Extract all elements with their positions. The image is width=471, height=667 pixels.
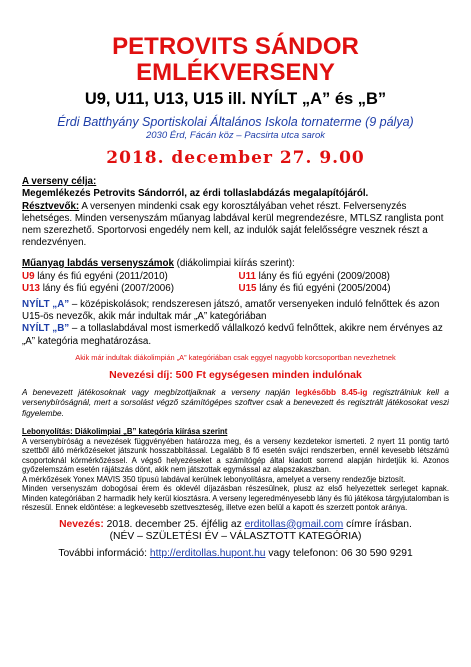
nyilt-a-paragraph: NYÍLT „A” – középiskolások; rendszeresen játszó, amatőr versenyeken induló felnőttek és azon U15-ös nevezők, akik már indultak már „A” kategóriában bbox=[22, 298, 440, 322]
registration-deadline: legkésőbb 8.45-ig bbox=[295, 387, 368, 397]
rules-paragraph-2: A mérkőzések Yonex MAVIS 350 típusú labdával kerülnek lebonyolításra, amelyet a verseny rendezője biztosít. bbox=[22, 474, 406, 484]
category-u15: U15 lány és fiú egyéni (2005/2004) bbox=[238, 283, 391, 295]
title-line-2: EMLÉKVERSENY bbox=[136, 59, 335, 86]
title-line-1: PETROVITS SÁNDOR bbox=[112, 33, 359, 60]
nyilt-b-paragraph: NYÍLT „B” – a tollaslabdával most ismerkedő vállalkozó kedvű felnőttek, akikre nem érvényes az „A” kategória meghatározása. bbox=[22, 323, 443, 347]
events-heading: Műanyag labdás versenyszámok bbox=[22, 257, 174, 269]
rules-paragraph-3: Minden versenyszám dobogósai érem és oklevél díjazásban részesülnek, plusz az első helyezettek serleget kapnak. Minden kategóriában 2 harmadik hely kerül kiosztásra. A verseny legeredményesebb lány és fiú játékosa tárgyjutalomban is részesül. Ennek eldöntése: a legkevesebb szettveszteség, illetve ezen belül a kapott és szerzett pontok aránya. bbox=[22, 484, 449, 513]
nyilt-a-label: NYÍLT „A” bbox=[22, 298, 70, 310]
events-heading-line bbox=[22, 258, 449, 270]
about-heading: A verseny célja: bbox=[22, 176, 97, 187]
registration-paragraph: A benevezett játékosoknak vagy megbízottjaiknak a verseny napján legkésőbb 8.45-ig regisztrálniuk kell a versenybíróságnál, mert a sorsolást végző számítógépes szoftver csak a benevezett és regisztrált játékosokat veszi figyelembe. bbox=[22, 387, 449, 418]
age-group-note: Akik már indultak diákolimpián „A” kategóriában csak eggyel nagyobb korcsoportban nevezhetnek bbox=[75, 352, 396, 362]
about-section bbox=[22, 176, 449, 250]
participants-paragraph bbox=[22, 201, 449, 250]
goal-text: Megemlékezés Petrovits Sándorról, az érdi tollaslabdázás megalapítójáról. bbox=[22, 188, 369, 200]
category-u13: U13 lány és fiú egyéni (2007/2006) bbox=[22, 283, 174, 295]
entry-section bbox=[22, 519, 449, 544]
subtitle: U9, U11, U13, U15 ill. NYÍLT „A” és „B” bbox=[84, 90, 387, 108]
category-u9: U9 lány és fiú egyéni (2011/2010) bbox=[22, 271, 168, 283]
email-link[interactable]: erditollas@gmail.com bbox=[244, 518, 344, 530]
rules-heading: Lebonyolítás: Diákolimpiai „B” kategória kiírása szerint bbox=[22, 427, 228, 437]
event-date: 2018. december 27. 9.00 bbox=[106, 148, 365, 168]
entry-fee: Nevezési díj: 500 Ft egységesen minden indulónak bbox=[109, 368, 362, 381]
category-grid bbox=[22, 271, 449, 296]
participants-label: Résztvevők: bbox=[22, 200, 80, 212]
contact-line: További információ: http://erditollas.hupont.hu vagy telefonon: 06 30 590 9291 bbox=[58, 547, 413, 559]
nyilt-b-label: NYÍLT „B” bbox=[22, 323, 70, 335]
address: 2030 Érd, Fácán köz – Pacsirta utca sarok bbox=[145, 130, 325, 141]
rules-section bbox=[22, 427, 449, 513]
events-section bbox=[22, 258, 449, 348]
entry-format: (NÉV – SZÜLETÉSI ÉV – VÁLASZTOTT KATEGÓRIA) bbox=[109, 531, 362, 543]
website-link[interactable]: http://erditollas.hupont.hu bbox=[149, 547, 266, 559]
venue: Érdi Batthyány Sportiskolai Általános Iskola tornaterme (9 pálya) bbox=[57, 115, 414, 129]
rules-paragraph-1: A versenybíróság a nevezések függvényében határozza meg, és a verseny kezdetekor ismerteti. 2 nyert 11 pontig tartó szettből álló mérkőzéseket játszunk hosszabbítással. Legalább 8 fő esetén svájci rendszerben, ennél kevesebb létszámú csoportoknál körmérkőzéssel. A végső helyezéseket a számítógép által kiadott sorrend alapján hirdetjük ki. Azonos győzelemszám esetén rájátszás dönt, akik nem játszottak egymással az alapszakaszban. bbox=[22, 436, 449, 475]
category-u11: U11 lány és fiú egyéni (2009/2008) bbox=[238, 271, 390, 283]
entry-line: Nevezés: 2018. december 25. éjfélig az erditollas@gmail.com címre írásban. bbox=[59, 518, 412, 530]
participants-text: A versenyen mindenki csak egy korosztályában vehet részt. Felversenyzés lehetséges. Minden versenyszám műanyag labdával kerül megrendezésre, MTLSZ ranglista pont nem szerezhető. Sportorvosi engedély nem kell, az indulók saját felelősségre vesznek részt a rendezvényen. bbox=[22, 200, 444, 249]
entry-label: Nevezés: bbox=[59, 518, 104, 530]
events-heading-suffix: (diákolimpiai kiírás szerint): bbox=[173, 257, 295, 269]
